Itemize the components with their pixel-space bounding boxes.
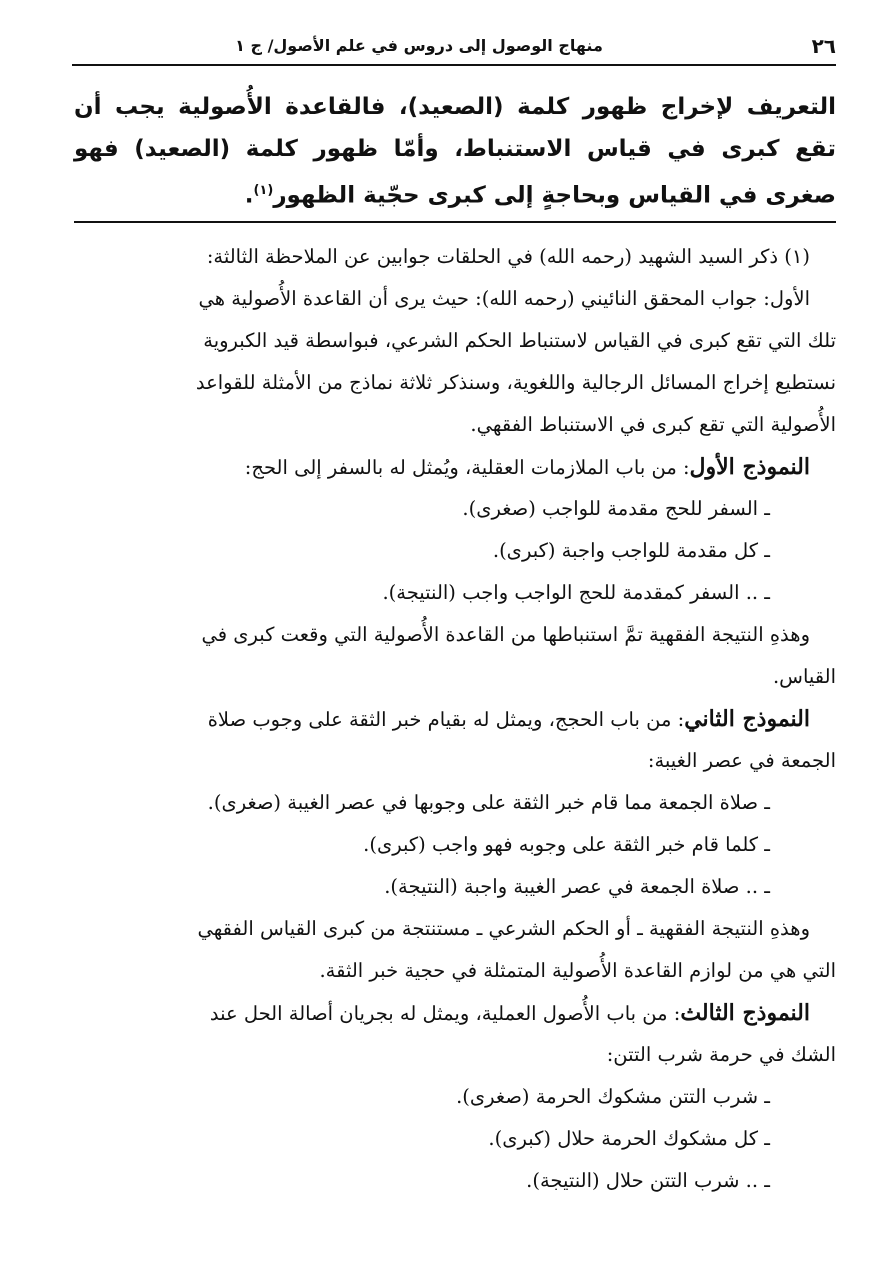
footnote-line: (١) ذكر السيد الشهيد (رحمه الله) في الحلقات جوابين عن الملاحظة الثالثة: xyxy=(206,245,810,268)
footnote-line: نستطيع إخراج المسائل الرجالية واللغوية، وسنذكر ثلاثة نماذج من الأمثلة للقواعد xyxy=(195,371,836,394)
model-2-result: ـ .. صلاة الجمعة في عصر الغيبة واجبة (النتيجة). xyxy=(384,875,770,898)
model-1-conclusion: وهذهِ النتيجة الفقهية تمَّ استنباطها من القاعدة الأُصولية التي وقعت كبرى في xyxy=(201,623,810,646)
model-1-heading xyxy=(74,446,836,488)
model-2-text: : من باب الحجج، ويمثل له بقيام خبر الثقة على وجوب صلاة xyxy=(207,708,685,731)
footnote-line: تلك التي تقع كبرى في القياس لاستنباط الحكم الشرعي، فبواسطة قيد الكبروية xyxy=(203,329,836,352)
model-2-label: النموذج الثاني xyxy=(684,706,810,732)
model-2-major: ـ كلما قام خبر الثقة على وجوبه فهو واجب (كبرى). xyxy=(363,833,770,856)
running-title: منهاج الوصول إلى دروس في علم الأصول/ ج ١ xyxy=(235,36,603,55)
footnote-block xyxy=(74,236,836,1202)
footnote-line: الأُصولية التي تقع كبرى في الاستنباط الفقهي. xyxy=(470,413,836,436)
model-3-result: ـ .. شرب التتن حلال (النتيجة). xyxy=(526,1169,770,1192)
model-3-heading xyxy=(74,992,836,1034)
model-2-heading-cont: الجمعة في عصر الغيبة: xyxy=(647,749,836,772)
model-2-conclusion: وهذهِ النتيجة الفقهية ـ أو الحكم الشرعي ـ مستنتجة من كبرى القياس الفقهي xyxy=(197,917,810,940)
footnote-line: الأول: جواب المحقق النائيني (رحمه الله): حيث يرى أن القاعدة الأُصولية هي xyxy=(198,287,810,310)
model-3-minor: ـ شرب التتن مشكوك الحرمة (صغرى). xyxy=(456,1085,770,1108)
footnote-separator xyxy=(74,221,836,223)
model-2-minor: ـ صلاة الجمعة مما قام خبر الثقة على وجوبها في عصر الغيبة (صغرى). xyxy=(207,791,770,814)
model-2-conclusion-cont: التي هي من لوازم القاعدة الأُصولية المتمثلة في حجية خبر الثقة. xyxy=(319,959,836,982)
page-number: ٢٦ xyxy=(811,34,836,58)
page-header xyxy=(72,30,836,66)
model-3-label: النموذج الثالث xyxy=(680,1000,810,1026)
footnote-reference: (١) xyxy=(253,183,274,198)
model-1-major: ـ كل مقدمة للواجب واجبة (كبرى). xyxy=(492,539,770,562)
model-1-text: : من باب الملازمات العقلية، ويُمثل له بالسفر إلى الحج: xyxy=(244,456,690,479)
model-1-minor: ـ السفر للحج مقدمة للواجب (صغرى). xyxy=(462,497,770,520)
main-paragraph: التعريف لإخراج ظهور كلمة (الصعيد)، فالقاعدة الأُصولية يجب أن تقع كبرى في قياس الاستنباط، وأمّا ظهور كلمة (الصعيد) فهو صغرى في القياس وبحاجةٍ إلى كبرى حجّية الظهور xyxy=(74,94,836,209)
model-3-heading-cont: الشك في حرمة شرب التتن: xyxy=(606,1043,836,1066)
model-1-result: ـ .. السفر كمقدمة للحج الواجب واجب (النتيجة). xyxy=(382,581,770,604)
model-2-heading xyxy=(74,698,836,740)
model-1-label: النموذج الأول xyxy=(689,454,810,480)
model-3-text: : من باب الأُصول العملية، ويمثل له بجريان أصالة الحل عند xyxy=(209,1002,681,1025)
main-text xyxy=(74,86,836,217)
model-3-major: ـ كل مشكوك الحرمة حلال (كبرى). xyxy=(488,1127,770,1150)
model-1-conclusion-cont: القياس. xyxy=(772,665,836,688)
main-paragraph-end: . xyxy=(244,182,254,209)
